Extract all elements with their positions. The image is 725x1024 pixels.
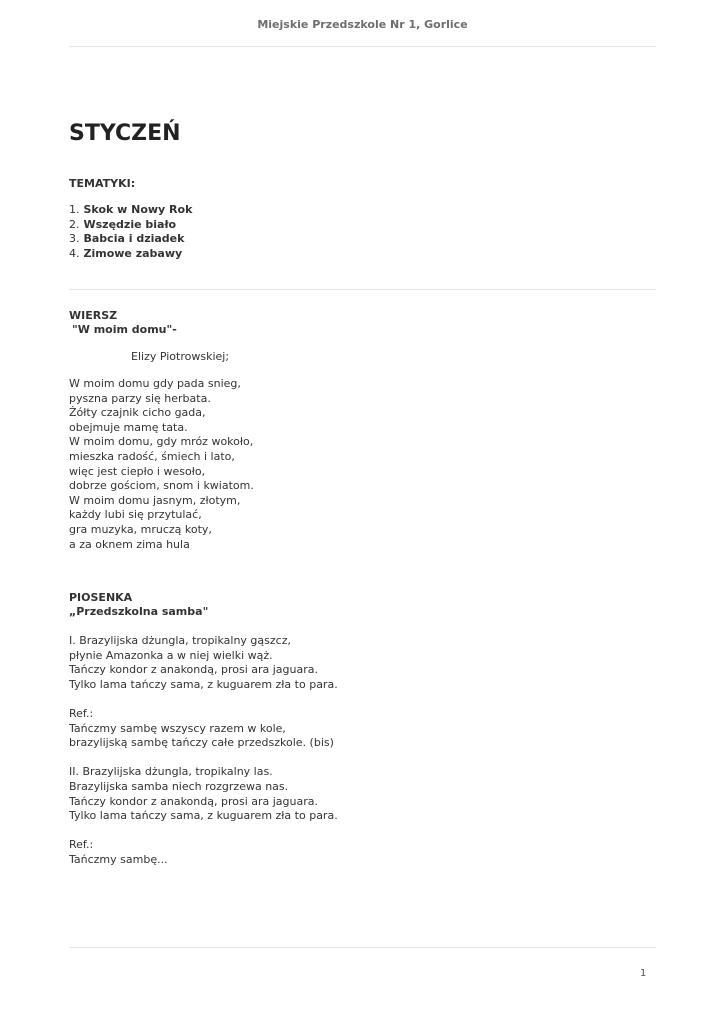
list-item-text: Zimowe zabawy	[83, 246, 183, 260]
poem-line: W moim domu jasnym, złotym,	[69, 493, 241, 507]
list-item	[69, 203, 192, 218]
song-line: II. Brazylijska dżungla, tropikalny las.	[69, 765, 273, 779]
list-item-number: 4.	[69, 246, 80, 260]
song-line: Brazylijska samba niech rozgrzewa nas.	[69, 779, 289, 793]
poem-line: W moim domu, gdy mróz wokoło,	[69, 435, 254, 449]
list-item-text: Wszędzie biało	[83, 217, 177, 231]
poem-line: Żółty czajnik cicho gada,	[69, 406, 206, 420]
page-header: Miejskie Przedszkole Nr 1, Gorlice	[257, 18, 468, 31]
song-line: Tańczy kondor z anakondą, prosi ara jaguara.	[69, 794, 318, 808]
song-line: I. Brazylijska dżungla, tropikalny gąszcz,	[69, 634, 291, 647]
list-item	[69, 218, 192, 233]
poem-line: więc jest ciepło i wesoło,	[69, 464, 206, 478]
song-title: „Przedszkolna samba"	[69, 605, 209, 618]
song-line: płynie Amazonka a w niej wielki wąż.	[69, 648, 273, 662]
list-item	[69, 247, 192, 262]
list-item-text: Skok w Nowy Rok	[83, 203, 193, 216]
song-line: Tańczmy sambę wszyscy razem w kole,	[69, 721, 286, 735]
section-divider	[69, 289, 656, 290]
poem-line: obejmuje mamę tata.	[69, 420, 188, 434]
poem-line: a za oknem zima hula	[69, 537, 190, 551]
poem-line: W moim domu gdy pada snieg,	[69, 377, 241, 390]
list-item-number: 3.	[69, 232, 80, 246]
poem-line: mieszka radość, śmiech i lato,	[69, 449, 235, 463]
poem-author: Elizy Piotrowskiej;	[131, 350, 230, 363]
song-line	[69, 751, 338, 766]
song-line: Tylko lama tańczy sama, z kuguarem zła to para.	[69, 809, 338, 823]
page-number: 1	[640, 968, 647, 979]
list-item	[69, 232, 192, 247]
song-line: Tańczy kondor z anakondą, prosi ara jaguara.	[69, 663, 318, 677]
poem-line: pyszna parzy się herbata.	[69, 391, 211, 405]
song-line	[69, 824, 338, 839]
poem-line: dobrze gościom, snom i kwiatom.	[69, 479, 254, 493]
topics-label: TEMATYKI:	[69, 177, 136, 190]
list-item-number: 2.	[69, 217, 80, 231]
song-line: Tylko lama tańczy sama, z kuguarem zła to para.	[69, 677, 338, 691]
footer-divider	[69, 947, 656, 948]
song-line	[69, 692, 338, 707]
poem-text	[69, 377, 254, 552]
song-line: Ref.:	[69, 706, 94, 720]
song-label: PIOSENKA	[69, 591, 133, 604]
song-line: brazylijską sambę tańczy całe przedszkole. (bis)	[69, 736, 334, 750]
topics-list	[69, 203, 192, 261]
poem-line: gra muzyka, mruczą koty,	[69, 522, 212, 536]
poem-line: każdy lubi się przytulać,	[69, 508, 202, 522]
song-line: Ref.:	[69, 838, 94, 852]
poem-label: WIERSZ	[69, 309, 118, 322]
document-title: STYCZEŃ	[69, 121, 181, 146]
poem-title: "W moim domu"-	[72, 323, 177, 336]
header-divider	[69, 46, 656, 47]
song-text	[69, 634, 338, 868]
list-item-number: 1.	[69, 203, 80, 216]
song-line: Tańczmy sambę...	[69, 852, 168, 866]
list-item-text: Babcia i dziadek	[83, 232, 185, 246]
